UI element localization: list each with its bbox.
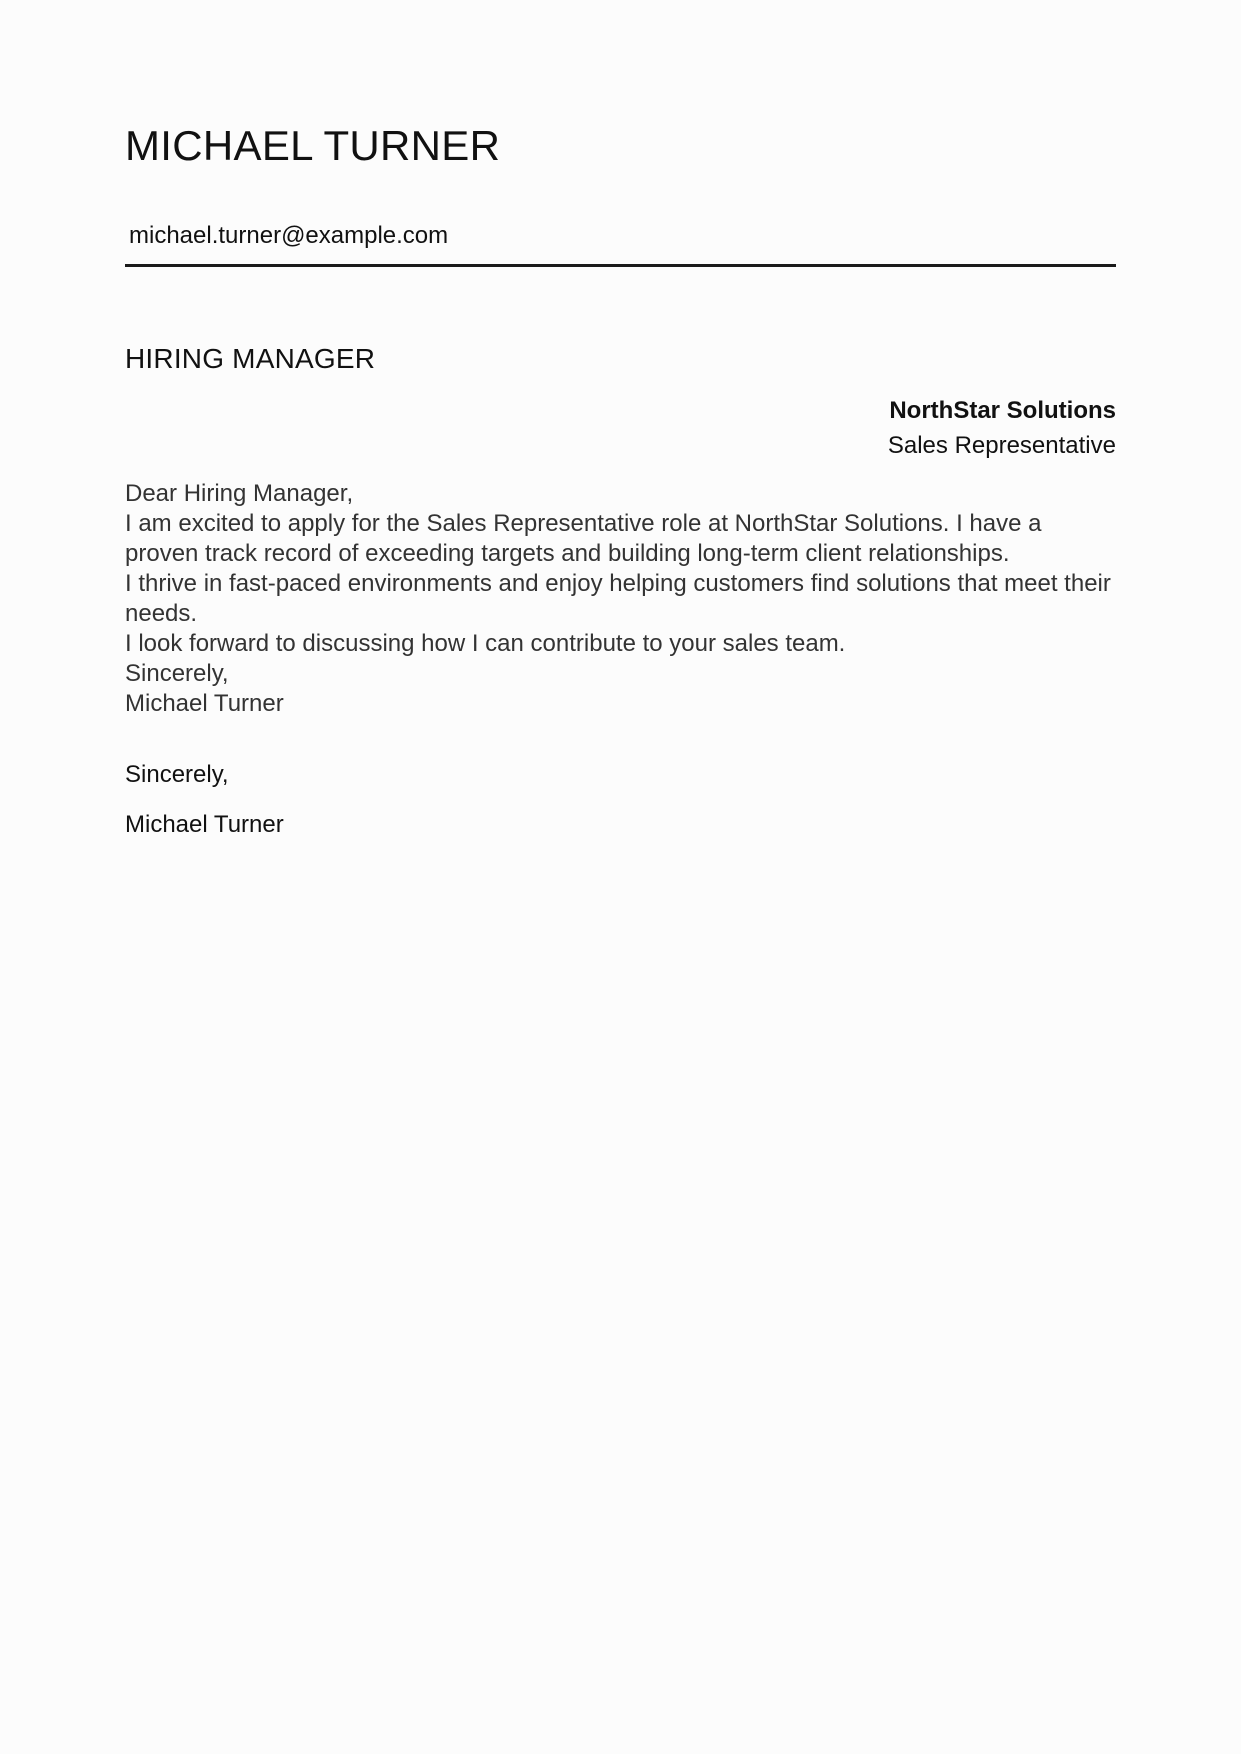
letter-inline-closing: Sincerely, xyxy=(125,660,229,687)
applicant-email: michael.turner@example.com xyxy=(129,222,449,249)
header-divider xyxy=(125,264,1116,267)
letter-greeting: Dear Hiring Manager, xyxy=(125,480,354,507)
applicant-name: MICHAEL TURNER xyxy=(125,122,501,169)
letter-paragraph: I look forward to discussing how I can contribute to your sales team. xyxy=(125,630,846,657)
letter-paragraph: I am excited to apply for the Sales Representative role at NorthStar Solutions. I have a proven track record of exceeding targets and building long-term client relationships. xyxy=(125,510,1042,567)
job-position: Sales Representative xyxy=(887,432,1116,459)
signature-name: Michael Turner xyxy=(125,811,284,838)
recipient-title: HIRING MANAGER xyxy=(125,343,376,374)
company-name: NorthStar Solutions xyxy=(889,397,1116,424)
closing: Sincerely, xyxy=(125,761,229,788)
letter-inline-signature: Michael Turner xyxy=(125,690,284,717)
company-block xyxy=(888,393,1116,463)
letter-paragraph: I thrive in fast-paced environments and enjoy helping customers find solutions that meet their needs. xyxy=(125,570,1111,627)
letter-body xyxy=(125,479,1120,719)
